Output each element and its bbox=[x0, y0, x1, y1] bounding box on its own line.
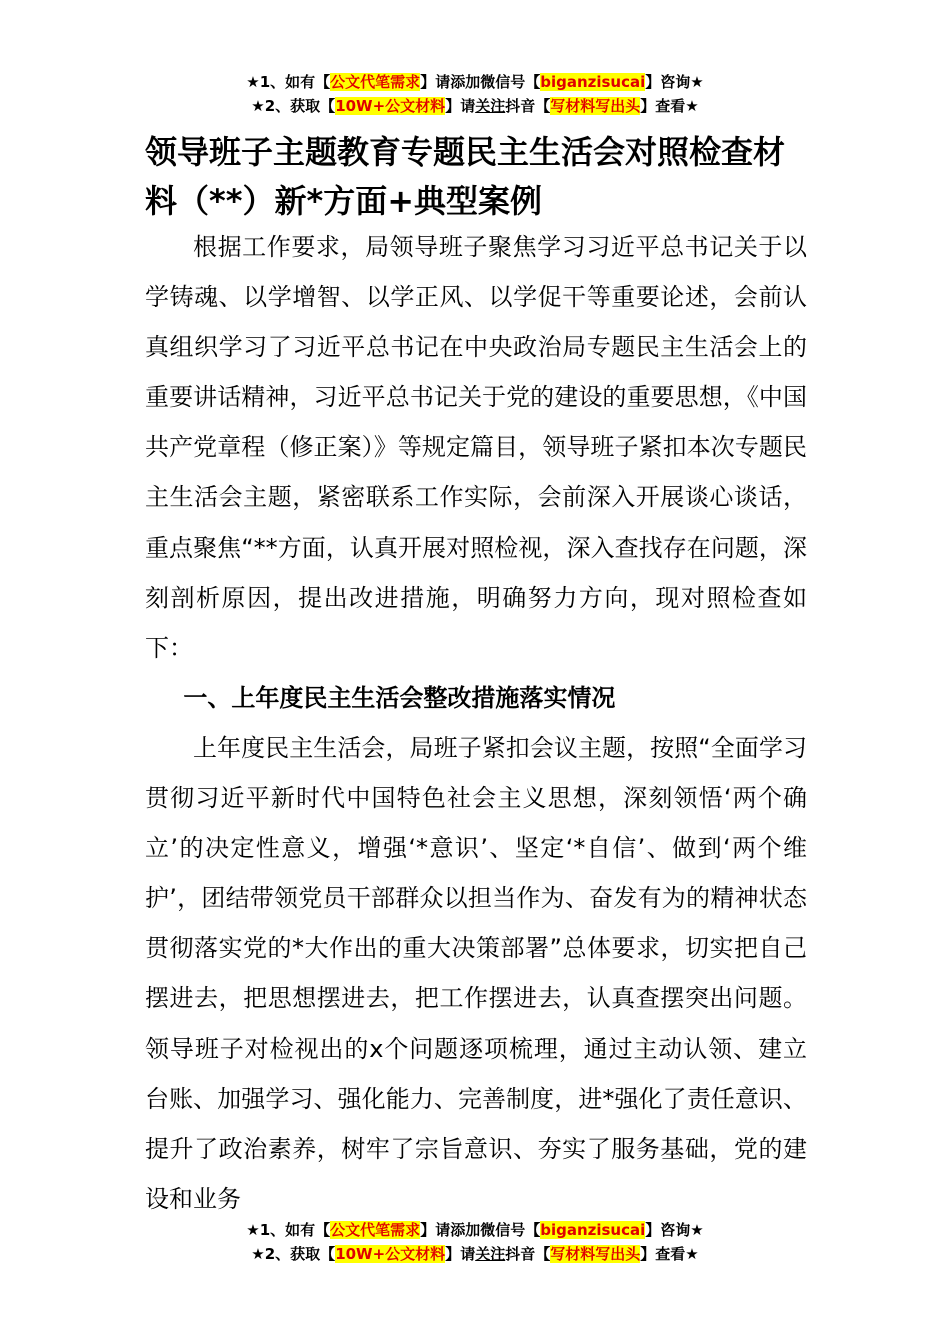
banner-text: ★1、如有【 bbox=[246, 1221, 331, 1239]
banner-highlight: 10W+公文材料 bbox=[335, 1245, 446, 1263]
banner-text: ★1、如有【 bbox=[246, 73, 331, 91]
banner-line-1 bbox=[0, 70, 950, 94]
banner-highlight: 写材料写出头 bbox=[550, 97, 641, 115]
banner-text: 】查看★ bbox=[640, 1245, 699, 1263]
banner-text: 】请添加微信号【 bbox=[420, 73, 541, 91]
document-title: 领导班子主题教育专题民主生活会对照检查材料（**）新*方面+典型案例 bbox=[145, 133, 786, 220]
banner-line-1 bbox=[0, 1218, 950, 1242]
banner-highlight: biganzisucai bbox=[540, 73, 646, 91]
banner-highlight: 公文代笔需求 bbox=[330, 1221, 421, 1239]
banner-underlined-text: 关注 bbox=[475, 1245, 506, 1263]
banner-highlight: 10W+公文材料 bbox=[335, 97, 446, 115]
banner-text: 抖音【 bbox=[505, 1245, 551, 1263]
document-body bbox=[145, 222, 807, 1224]
banner-line-2 bbox=[0, 1242, 950, 1266]
banner-line-2 bbox=[0, 94, 950, 118]
banner-underlined-text: 关注 bbox=[475, 97, 506, 115]
banner-text: ★2、获取【 bbox=[251, 97, 336, 115]
intro-paragraph: 根据工作要求，局领导班子聚焦学习习近平总书记关于以学铸魂、以学增智、以学正风、以学促干等重要论述，会前认真组织学习了习近平总书记在中央政治局专题民主生活会上的重要讲话精神，习近平总书记关于党的建设的重要思想，《中国共产党章程（修正案）》等规定篇目，领导班子紧扣本次专题民主生活会主题，紧密联系工作实际，会前深入开展谈心谈话，重点聚焦“**方面，认真开展对照检视，深入查找存在问题，深刻剖析原因，提出改进措施，明确努力方向，现对照检查如下： bbox=[145, 233, 807, 662]
banner-text: 】咨询★ bbox=[645, 73, 704, 91]
banner-highlight: 公文代笔需求 bbox=[330, 73, 421, 91]
banner-highlight: 写材料写出头 bbox=[550, 1245, 641, 1263]
banner-text: 】查看★ bbox=[640, 97, 699, 115]
banner-text: 抖音【 bbox=[505, 97, 551, 115]
section-paragraph: 上年度民主生活会，局班子紧扣会议主题，按照“全面学习贯彻习近平新时代中国特色社会主义思想，深刻领悟‘两个确立’的决定性意义，增强‘*意识’、坚定‘*自信’、做到‘两个维护’，团结带领党员干部群众以担当作为、奋发有为的精神状态贯彻落实党的*大作出的重大决策部署”总体要求，切实把自己摆进去，把思想摆进去，把工作摆进去，认真查摆突出问题。领导班子对检视出的x个问题逐项梳理，通过主动认领、建立台账、加强学习、强化能力、完善制度，进*强化了责任意识、提升了政治素养，树牢了宗旨意识、夯实了服务基础，党的建设和业务 bbox=[145, 733, 807, 1213]
footer-banner bbox=[0, 1218, 950, 1266]
banner-text: 】咨询★ bbox=[645, 1221, 704, 1239]
banner-text: 】请 bbox=[445, 1245, 476, 1263]
banner-text: 】请添加微信号【 bbox=[420, 1221, 541, 1239]
banner-text: 】请 bbox=[445, 97, 476, 115]
banner-text: ★2、获取【 bbox=[251, 1245, 336, 1263]
header-banner bbox=[0, 70, 950, 118]
banner-highlight: biganzisucai bbox=[540, 1221, 646, 1239]
section-heading: 一、上年度民主生活会整改措施落实情况 bbox=[183, 683, 616, 712]
